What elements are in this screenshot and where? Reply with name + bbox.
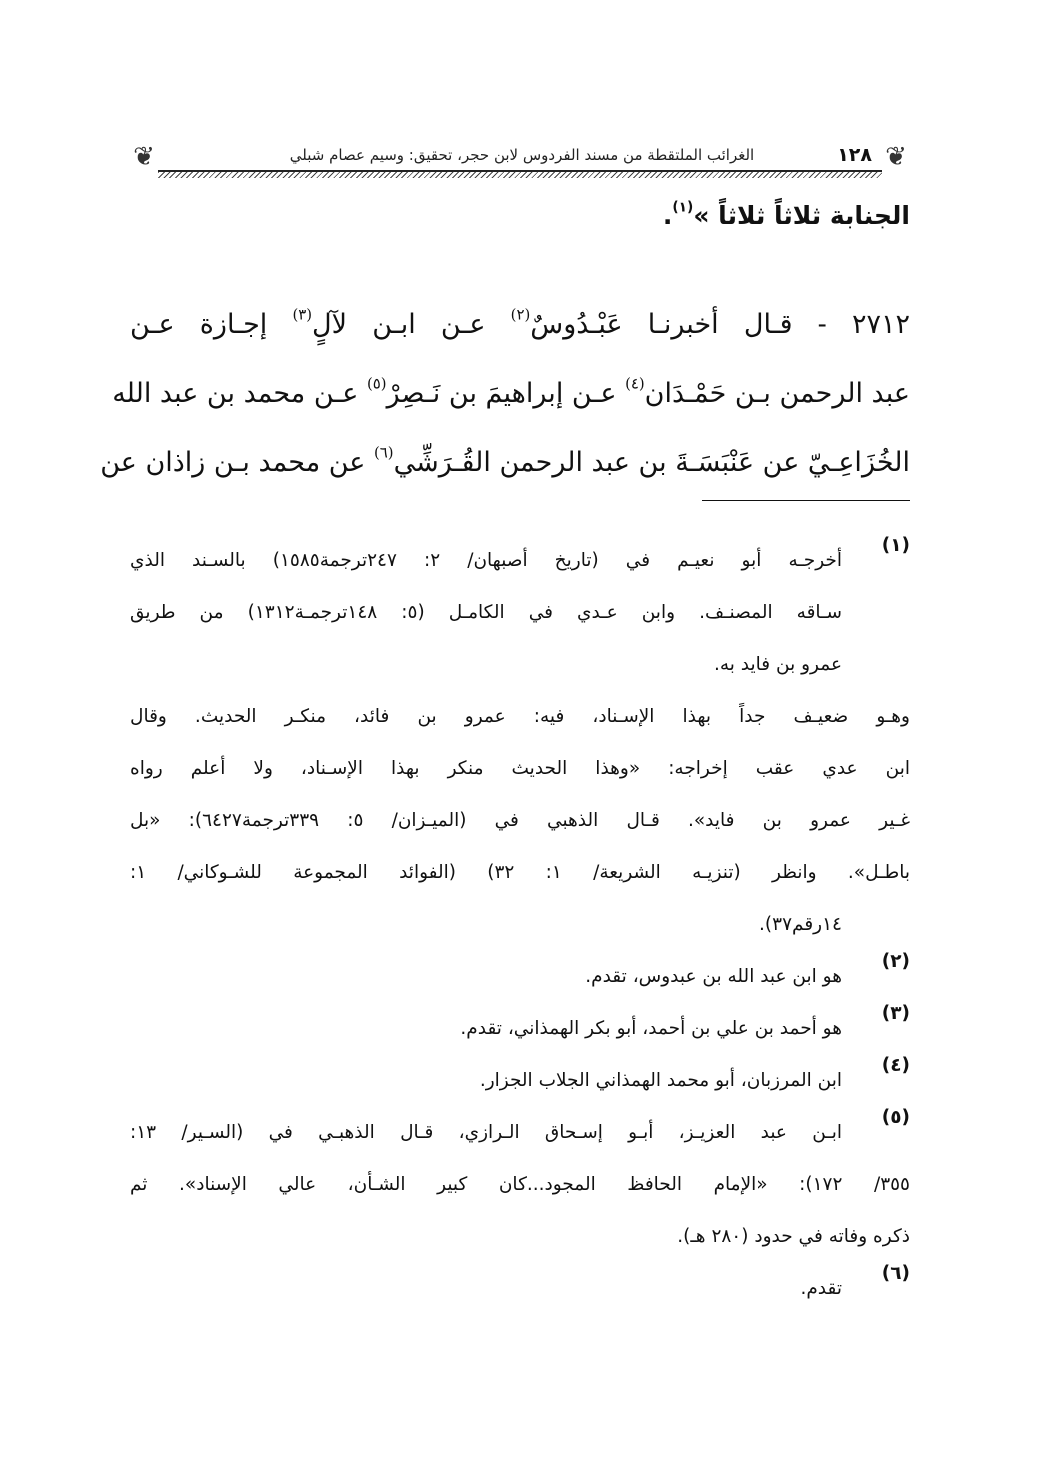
continuation-line [130,196,910,236]
footnote-5 [130,1107,910,1263]
running-title: الغرائب الملتقطة من مسند الفردوس لابن حجر، تحقيق: وسيم عصام شبلي [289,146,755,164]
footnote-line: ابن المرزبان، أبو محمد الهمذاني الجلاب الجزار. [479,1070,842,1091]
footnote-number: (٥) [881,1107,910,1128]
footnote-line: أخرجـه أبو نعيـم في (تاريخ أصبهان/ ٢: ٢٤٧ترجمة١٥٨٥) بالسـند الذي [130,550,842,571]
footnote-line: هو ابن عبد الله بن عبدوس، تقدم. [585,966,842,987]
footnote-line: ١٤رقم٣٧). [759,914,842,935]
hadith-line-2 [112,359,910,428]
footnote-line: ذكره وفاته في حدود (٢٨٠ هـ). [677,1226,910,1247]
header-ornament-right-icon: ❦ [885,142,907,172]
hadith-text: عـن محمد بن عبد الله [112,378,367,409]
footnote-line: باطـل». وانظر (تنزيـه الشريعة/ ١: ٣٢) (الفوائد المجموعة للشـوكاني/ ١: [130,862,911,883]
hadith-text: الخُزَاعِـيّ عن عَنْبَسَـةَ بن عبد الرحمن القُـرَشِّي [393,447,910,478]
hadith-line-3 [100,428,910,497]
footnote-line: وهـو ضعيـف جداً بهذا الإسـناد، فيه: عمرو بن فائد، منكـر الحديث. وقال [130,706,910,727]
footnote-line: سـاقه المصنـف. وابن عـدي في الكامـل (٥: ١٤٨ترجمـة١٣١٢) من طريق [130,602,842,623]
hadith-paragraph [100,290,910,497]
footnote-line: ابـن عبد العزيـز، أبـو إسـحاق الـرازي، قـال الذهبـي في (السـير/ ١٣: [130,1122,842,1143]
footnote-6 [130,1263,910,1315]
footnote-line: تقدم. [800,1278,842,1299]
footnote-number: (٤) [881,1055,910,1076]
header-ornament-left-icon: ❦ [133,142,155,172]
footnote-4 [130,1055,910,1107]
continuation-end: . [662,201,673,230]
hadith-text: عن محمد بـن زاذان عن [100,447,374,478]
footnote-number: (١) [881,535,910,556]
hadith-text: عـن إبراهيمَ بن نَـصِرْ [386,378,626,409]
footnote-2 [130,951,910,1003]
footnote-line: غـير عمرو بن فايد». قـال الذهبي في (الميـزان/ ٥: ٣٣٩ترجمة٦٤٢٧): «بل [130,810,910,831]
footnote-line: ابن عدي عقب إخراجه: «وهذا الحديث منكر بهذا الإسـناد، ولا أعلم رواه [130,758,910,779]
footnote-ref-2: (٢) [510,305,531,324]
hadith-text: عبد الرحمن بـن حَمْـدَان [644,378,910,409]
footnote-line: ٣٥٥/ ١٧٢): «الإمام الحافظ المجود...كان كبير الشـأن، عالي الإسناد». ثم [130,1174,910,1195]
footnote-ref-1: (١) [672,199,694,216]
footnote-separator [702,500,910,501]
footnote-number: (٦) [881,1263,910,1284]
footnote-number: (٢) [881,951,910,972]
continuation-text: الجنابة ثلاثاً ثلاثاً » [693,201,910,230]
footnotes [130,535,910,1315]
running-header [128,140,912,178]
footnote-1 [130,535,910,951]
hadith-text: عـن ابـن لآلٍ [312,309,511,340]
header-rule [158,170,882,178]
footnote-ref-4: (٤) [625,374,645,393]
footnote-line: عمرو بن فايد به. [713,654,842,675]
hadith-text: ٢٧١٢ - قـال أخبرنـا عَبْـدُوسٌ [530,309,910,340]
page-number: ١٢٨ [837,144,872,166]
footnote-ref-6: (٦) [374,443,394,462]
footnote-3 [130,1003,910,1055]
footnote-line: هو أحمد بن علي بن أحمد، أبو بكر الهمذاني، تقدم. [460,1018,842,1039]
hadith-text: إجـازة عـن [130,309,293,340]
footnote-ref-5: (٥) [367,374,387,393]
hadith-line-1 [130,290,910,359]
footnote-ref-3: (٣) [292,305,313,324]
footnote-number: (٣) [881,1003,910,1024]
